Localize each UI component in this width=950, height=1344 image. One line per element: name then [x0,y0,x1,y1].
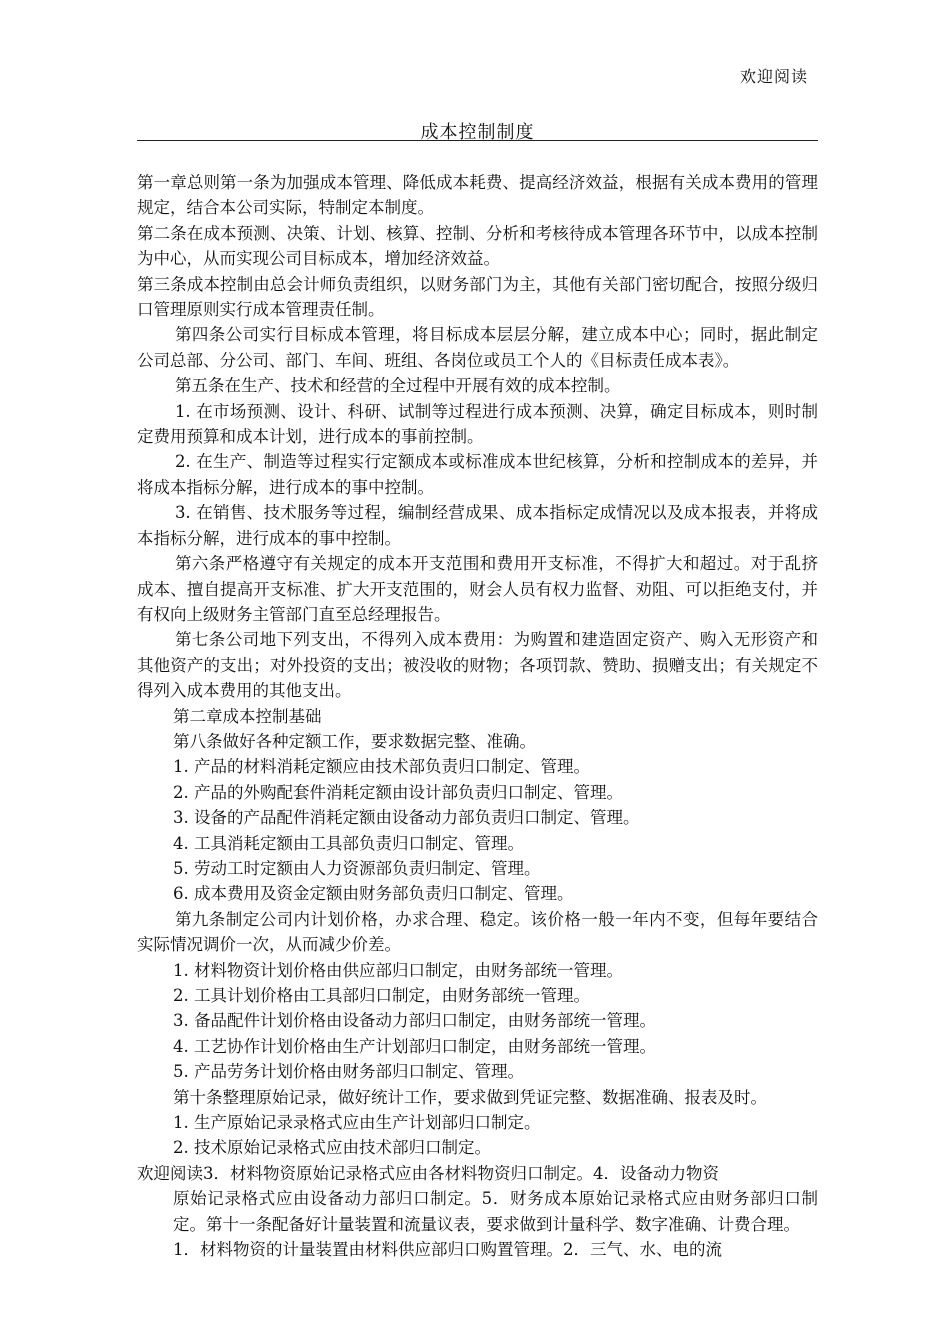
paragraph: 3. 设备的产品配件消耗定额由设备动力部负责归口制定、管理。 [173,808,640,828]
paragraph: 第八条做好各种定额工作，要求数据完整、准确。 [173,731,536,751]
paragraph: 5. 劳动工时定额由人力资源部负责归制定、管理。 [173,858,541,878]
tail-continued: 原始记录格式应由设备动力部归口制定。5．财务成本原始记录格式应由财务部归口制定。第十一条配备好计量装置和流量议表，要求做到计量科学、数字准确、计费合理。 [173,1189,818,1234]
paragraph: 2. 技术原始记录格式应由技术部归口制定。 [173,1138,491,1158]
tail-lead-label: 欢迎阅读 [137,1163,203,1183]
paragraph: 第九条制定公司内计划价格，办求合理、稳定。该价格一般一年内不变，但每年要结合实际情况调价一次，从而减少价差。 [137,909,818,955]
paragraph: 6. 成本费用及资金定额由财务部负责归口制定、管理。 [173,884,574,904]
paragraph: 2. 在生产、制造等过程实行定额成本或标准成本世纪核算，分析和控制成本的差异，并将成本指标分解，进行成本的事中控制。 [137,452,818,497]
paragraph: 第二章成本控制基础 [173,706,322,726]
document-body [137,170,818,1262]
paragraph: 1. 生产原始记录录格式应由生产计划部归口制定。 [173,1113,541,1133]
paragraph: 第六条严格遵守有关规定的成本开支范围和费用开支标准，不得扩大和超过。对于乱挤成本、擅自提高开支标准、扩大开支范围的，财会人员有权力监督、劝阻、可以拒绝支付，并有权向上级财务主管部门直至总经理报告。 [137,554,818,624]
title-underline [137,140,818,141]
paragraph: 第五条在生产、技术和经营的全过程中开展有效的成本控制。 [174,376,621,396]
paragraph: 5. 产品劳务计划价格由财务部归口制定、管理。 [173,1062,524,1082]
paragraph: 第四条公司实行目标成本管理，将目标成本层层分解，建立成本中心；同时，据此制定公司总部、分公司、部门、车间、班组、各岗位或员工个人的《目标责任成本表》。 [137,325,818,370]
paragraph: 1. 在市场预测、设计、科研、试制等过程进行成本预测、决算，确定目标成本，则时制定费用预算和成本计划，进行成本的事前控制。 [137,401,818,447]
paragraph: 第一章总则第一条为加强成本管理、降低成本耗费、提高经济效益，根据有关成本费用的管理规定，结合本公司实际，特制定本制度。 [137,173,818,218]
paragraph: 2. 产品的外购配套件消耗定额由设计部负责归口制定、管理。 [173,782,623,802]
paragraph: 1. 产品的材料消耗定额应由技术部负责归口制定、管理。 [173,757,590,777]
paragraph-list [137,170,818,1161]
paragraph: 4. 工艺协作计划价格由生产计划部归口制定，由财务部统一管理。 [173,1036,656,1056]
paragraph: 第三条成本控制由总会计师负责组织，以财务部门为主，其他有关部门密切配合，按照分级归口管理原则实行成本管理责任制。 [137,274,818,320]
paragraph: 第七条公司地下列支出，不得列入成本费用：为购置和建造固定资产、购入无形资产和其他资产的支出；对外投资的支出；被没收的财物；各项罚款、赞助、损赠支出；有关规定不得列入成本费用的其他支出。 [137,630,818,701]
paragraph: 3. 备品配件计划价格由设备动力部归口制定，由财务部统一管理。 [173,1011,656,1031]
paragraph: 3. 在销售、技术服务等过程，编制经营成果、成本指标定成情况以及成本报表，并将成本指标分解，进行成本的事中控制。 [137,503,818,548]
tail-last-line: 1．材料物资的计量装置由材料供应部归口购置管理。2．三气、水、电的流 [173,1240,722,1260]
paragraph: 4. 工具消耗定额由工具部负责归口制定、管理。 [173,833,524,853]
page-header: 欢迎阅读 [739,67,808,86]
document-title: 成本控制制度 [420,122,535,143]
paragraph: 2. 工具计划价格由工具部归口制定，由财务部统一管理。 [173,986,590,1005]
tail-first-line: 3．材料物资原始记录格式应由各材料物资归口制定。4．设备动力物资 [203,1163,719,1183]
paragraph: 第十条整理原始记录，做好统计工作，要求做到凭证完整、数据准确、报表及时。 [173,1087,767,1107]
paragraph: 1. 材料物资计划价格由供应部归口制定，由财务部统一管理。 [173,960,623,980]
tail-paragraph [137,1161,818,1186]
paragraph: 第二条在成本预测、决策、计划、核算、控制、分析和考核待成本管理各环节中，以成本控制为中心，从而实现公司目标成本，增加经济效益。 [137,223,818,269]
